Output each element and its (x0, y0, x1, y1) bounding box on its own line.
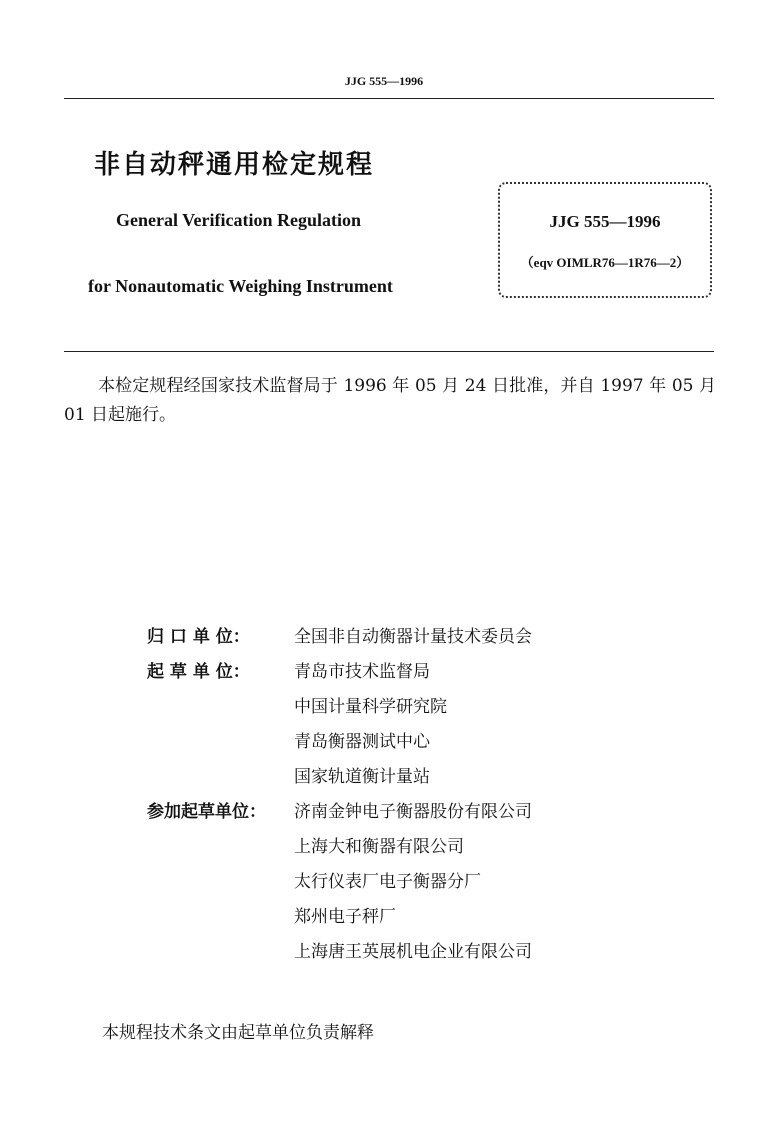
top-divider (64, 98, 714, 99)
drafting-unit-item: 国家轨道衡计量站 (294, 767, 430, 787)
drafting-unit-label: 起 草 单 位： (147, 662, 250, 682)
participating-unit-item: 上海大和衡器有限公司 (294, 837, 464, 857)
responsible-unit: 全国非自动衡器计量技术委员会 (294, 627, 532, 647)
drafting-unit-item: 中国计量科学研究院 (294, 697, 447, 717)
title-english-line2: for Nonautomatic Weighing Instrument (88, 276, 393, 296)
participating-unit-item: 太行仪表厂电子衡器分厂 (294, 872, 481, 892)
participating-unit-label: 参加起草单位： (147, 802, 266, 822)
middle-divider (64, 351, 714, 352)
participating-unit-item: 上海唐王英展机电企业有限公司 (294, 942, 532, 962)
regulation-code-box (498, 182, 712, 298)
approval-statement: 本检定规程经国家技术监督局于 1996 年 05 月 24 日批准，并自 1997 年 05 月 01 日起施行。 (64, 376, 716, 425)
interpretation-note: 本规程技术条文由起草单位负责解释 (102, 1023, 374, 1043)
drafting-unit-item: 青岛市技术监督局 (294, 662, 430, 682)
equivalent-standard: （eqv OIMLR76—1R76—2） (520, 255, 690, 270)
drafting-unit-item: 青岛衡器测试中心 (294, 732, 430, 752)
participating-unit-item: 郑州电子秤厂 (294, 907, 396, 927)
responsible-unit-label: 归 口 单 位： (147, 627, 250, 647)
title-english-line1: General Verification Regulation (116, 210, 361, 230)
document-code-header: JJG 555—1996 (344, 74, 424, 88)
regulation-code: JJG 555—1996 (549, 212, 661, 231)
title-chinese: 非自动秤通用检定规程 (94, 150, 375, 180)
participating-unit-item: 济南金钟电子衡器股份有限公司 (294, 802, 532, 822)
